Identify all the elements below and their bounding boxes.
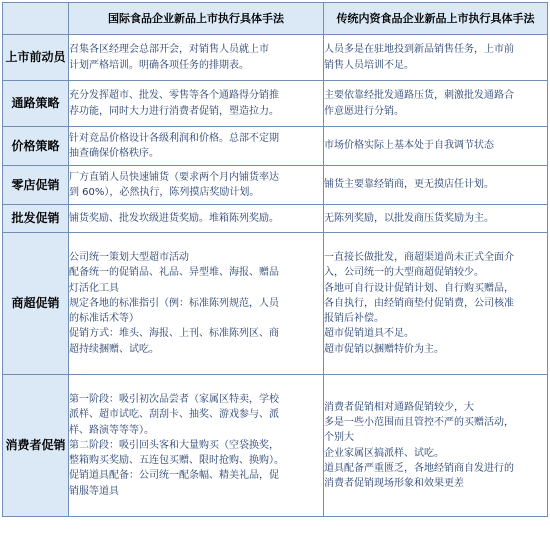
text-line: 充分发挥超市、批发、零售等各个通路得分销推 bbox=[69, 90, 279, 102]
text-line: 针对竞品价格设计各级利润和价格。总部不定期 bbox=[69, 132, 279, 144]
text-line: 多是一些小范围而且管控不严的买赠活动， bbox=[324, 417, 514, 429]
domestic-cell bbox=[324, 233, 548, 375]
row-label: 通路策略 bbox=[3, 81, 69, 127]
row-label: 批发促销 bbox=[3, 205, 69, 233]
international-cell bbox=[69, 205, 324, 233]
row-label: 上市前动员 bbox=[3, 35, 69, 81]
international-cell bbox=[69, 375, 324, 517]
domestic-cell bbox=[324, 205, 548, 233]
domestic-cell bbox=[324, 127, 548, 166]
table-row bbox=[3, 233, 548, 375]
text-line: 到 60%），必然执行，陈列摸店奖励计划。 bbox=[69, 187, 260, 198]
international-cell bbox=[69, 35, 324, 81]
domestic-cell bbox=[324, 35, 548, 81]
text-line: 的标准话术等） bbox=[69, 313, 139, 325]
table-row bbox=[3, 375, 548, 517]
text-line: 消费者促销相对通路促销较少，大 bbox=[324, 401, 474, 413]
domestic-cell bbox=[324, 166, 548, 205]
text-line: 各自执行，由经销商垫付促销费，公司核准 bbox=[324, 297, 514, 309]
text-line: 人员多是在驻地投到新品销售任务，上市前 bbox=[324, 44, 514, 56]
text-line: 消费者促销现场形象和效果更差 bbox=[324, 477, 464, 489]
text-line: 促销道具配备：公司统一配条幅、精美礼品，促 bbox=[69, 470, 279, 482]
header-corner-cell bbox=[3, 3, 69, 35]
row-label: 消费者促销 bbox=[3, 375, 69, 517]
text-line: 第二阶段：吸引回头客和大量购买（空袋换奖， bbox=[69, 439, 279, 451]
text-line: 销服等道具 bbox=[69, 485, 119, 497]
header-international: 国际食品企业新品上市执行具体手法 bbox=[69, 3, 324, 35]
domestic-cell bbox=[324, 375, 548, 517]
table-row bbox=[3, 81, 548, 127]
international-cell bbox=[69, 81, 324, 127]
text-line: 铺货奖励、批发坎级进货奖励。堆箱陈列奖励。 bbox=[69, 212, 279, 224]
text-line: 销售人员培训不足。 bbox=[324, 59, 414, 71]
text-line: 规定各地的标准指引（例：标准陈列规范，人员 bbox=[69, 297, 279, 309]
text-line: 主要依靠经批发通路压货，刺激批发通路合 bbox=[324, 90, 514, 102]
table-row bbox=[3, 205, 548, 233]
text-line: 配备统一的促销品、礼品、异型堆、海报、赠品 bbox=[69, 267, 279, 279]
text-line: 召集各区经理会总部开会，对销售人员就上市 bbox=[69, 44, 269, 56]
header-domestic: 传统内资食品企业新品上市执行具体手法 bbox=[324, 3, 548, 35]
table-row bbox=[3, 166, 548, 205]
text-line: 作意愿进行分销。 bbox=[324, 105, 404, 117]
text-line: 公司统一策划大型超市活动 bbox=[69, 252, 189, 264]
table-row bbox=[3, 127, 548, 166]
text-line: 超市促销以捆赠特价为主。 bbox=[324, 343, 444, 355]
text-line: 铺货主要靠经销商，更无摸店任计划。 bbox=[324, 179, 494, 191]
international-cell bbox=[69, 127, 324, 166]
text-line: 个别大 bbox=[324, 432, 354, 444]
international-cell bbox=[69, 166, 324, 205]
text-line: 促销方式：堆头、海报、上刊、标准陈列区、商 bbox=[69, 328, 279, 340]
row-label: 零店促销 bbox=[3, 166, 69, 205]
text-line: 市场价格实际上基本处于自我调节状态 bbox=[324, 140, 494, 152]
text-line: 一直接长做批发，商超渠道尚未正式全面介 bbox=[324, 252, 514, 264]
text-line: 超市促销道具不足。 bbox=[324, 328, 414, 340]
row-label: 商超促销 bbox=[3, 233, 69, 375]
text-line: 整箱购买奖励、五连包买赠、限时抢购、换购）。 bbox=[69, 455, 284, 467]
text-line: 各地可自行设计促销计划、自行购买赠品， bbox=[324, 282, 514, 294]
text-line: 入，公司统一的大型商超促销较少。 bbox=[324, 267, 484, 279]
table-row bbox=[3, 35, 548, 81]
row-label: 价格策略 bbox=[3, 127, 69, 166]
text-line: 报销后补偿。 bbox=[324, 313, 384, 325]
text-line: 超持续捆赠、试吃。 bbox=[69, 343, 159, 355]
text-line: 计划严格培训。明确各项任务的排期表。 bbox=[69, 59, 249, 71]
text-line: 第一阶段：吸引初次品尝者（家属区特卖，学校 bbox=[69, 394, 279, 406]
text-line: 样、路演等等等）。 bbox=[69, 424, 154, 436]
text-line: 灯活化工具 bbox=[69, 282, 119, 294]
text-line: 荐功能，同时大力进行消费者促销，塑造拉力。 bbox=[69, 105, 279, 117]
text-line: 道具配备严重匮乏，各地经销商自发进行的 bbox=[324, 462, 514, 474]
text-line: 无陈列奖励，以批发商压货奖励为主。 bbox=[324, 212, 494, 224]
domestic-cell bbox=[324, 81, 548, 127]
international-cell bbox=[69, 233, 324, 375]
comparison-table bbox=[2, 2, 548, 517]
header-row bbox=[3, 3, 548, 35]
text-line: 抽查确保价格秩序。 bbox=[69, 148, 159, 159]
text-line: 厂方直销人员快速铺货（要求两个月内铺货率达 bbox=[69, 171, 279, 183]
text-line: 派样、超市试吃、刮刮卡、抽奖、游戏参与、派 bbox=[69, 409, 279, 421]
text-line: 企业家属区搞派样、试吃。 bbox=[324, 447, 444, 459]
